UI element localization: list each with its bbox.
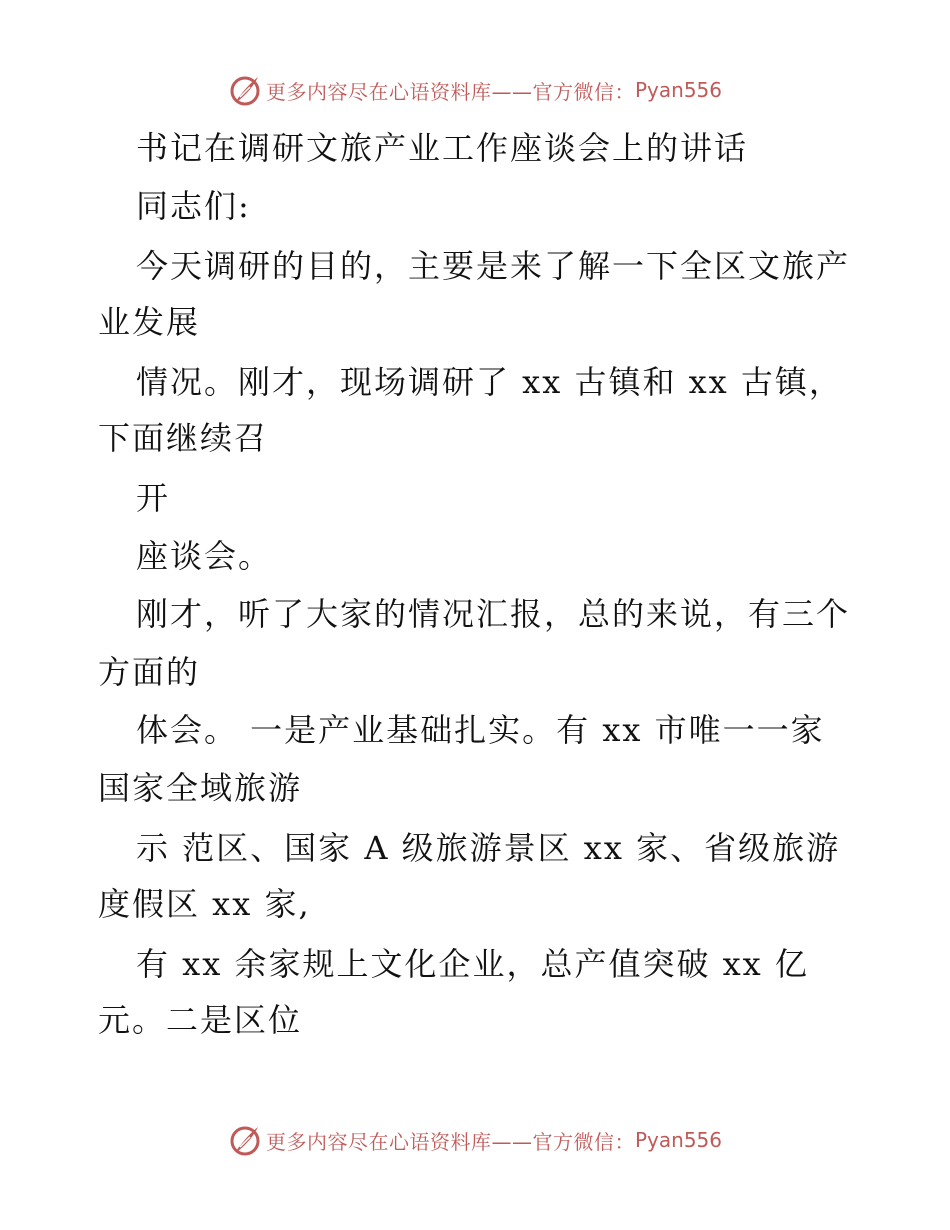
banner-wechat-id: Pyan556 — [634, 78, 722, 102]
paragraph-line: 下面继续召 — [98, 419, 269, 457]
paragraph-line: 开 — [136, 479, 171, 517]
paragraph-line: 刚才，听了大家的情况汇报，总的来说，有三个 — [136, 595, 851, 633]
salutation: 同志们: — [136, 187, 251, 225]
paragraph-line: 座谈会。 — [136, 537, 273, 575]
feather-pen-logo-icon — [228, 73, 262, 107]
paragraph-line: 体会。 一是产业基础扎实。有 xx 市唯一一家 — [136, 711, 825, 749]
header-banner — [0, 70, 950, 110]
paragraph-line: 情况。刚才，现场调研了 xx 古镇和 xx 古镇， — [136, 363, 843, 401]
paragraph-line: 方面的 — [98, 653, 201, 691]
paragraph-line: 今天调研的目的，主要是来了解一下全区文旅产 — [136, 247, 851, 285]
document-title: 书记在调研文旅产业工作座谈会上的讲话 — [136, 129, 749, 167]
banner-text: 更多内容尽在心语资料库——官方微信： — [265, 1129, 635, 1154]
banner-text: 更多内容尽在心语资料库——官方微信： — [265, 79, 635, 104]
feather-pen-logo-icon — [228, 1123, 262, 1157]
paragraph-line: 有 xx 余家规上文化企业，总产值突破 xx 亿 — [136, 945, 809, 983]
paragraph-line: 元。二是区位 — [98, 1001, 303, 1039]
paragraph-line: 度假区 xx 家, — [98, 885, 311, 923]
paragraph-line: 示 范区、国家 A 级旅游景区 xx 家、省级旅游 — [136, 829, 841, 867]
banner-wechat-id: Pyan556 — [634, 1128, 722, 1152]
paragraph-line: 国家全域旅游 — [98, 769, 303, 807]
paragraph-line: 业发展 — [98, 303, 201, 341]
footer-banner — [0, 1120, 950, 1160]
